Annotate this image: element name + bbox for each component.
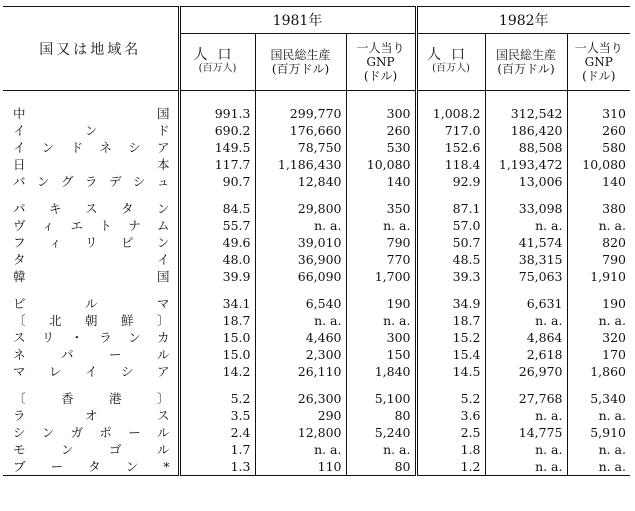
data-cell: 190 bbox=[346, 295, 416, 312]
data-cell: 6,540 bbox=[255, 295, 346, 312]
country-name bbox=[3, 295, 179, 312]
data-cell: 14.5 bbox=[416, 363, 485, 380]
data-cell: 820 bbox=[567, 234, 630, 251]
data-cell: 49.6 bbox=[179, 234, 255, 251]
data-cell: 87.1 bbox=[416, 200, 485, 217]
data-cell: 14,775 bbox=[485, 424, 567, 441]
country-name-text: パ キ ス タ ン bbox=[13, 200, 170, 216]
data-cell: 78,750 bbox=[255, 139, 346, 156]
country-name bbox=[3, 156, 179, 173]
table-row bbox=[3, 156, 630, 173]
data-cell: n. a. bbox=[346, 312, 416, 329]
data-cell: 33,098 bbox=[485, 200, 567, 217]
data-cell: 350 bbox=[346, 200, 416, 217]
data-cell: 1,860 bbox=[567, 363, 630, 380]
data-cell: n. a. bbox=[346, 441, 416, 458]
data-cell: 10,080 bbox=[567, 156, 630, 173]
data-cell: 790 bbox=[346, 234, 416, 251]
data-cell: 39.3 bbox=[416, 268, 485, 285]
data-cell: 5.2 bbox=[179, 390, 255, 407]
data-cell: 4,460 bbox=[255, 329, 346, 346]
table-row bbox=[3, 234, 630, 251]
group-spacer bbox=[3, 190, 630, 200]
table-row bbox=[3, 268, 630, 285]
data-cell: 380 bbox=[567, 200, 630, 217]
country-name-text: 日 本 bbox=[13, 156, 170, 172]
data-cell: 26,300 bbox=[255, 390, 346, 407]
data-cell: 300 bbox=[346, 329, 416, 346]
data-cell: 1.8 bbox=[416, 441, 485, 458]
data-cell: 48.0 bbox=[179, 251, 255, 268]
country-name-text: 韓 国 bbox=[13, 268, 170, 284]
data-cell: 6,631 bbox=[485, 295, 567, 312]
data-cell: 260 bbox=[346, 122, 416, 139]
table-row bbox=[3, 173, 630, 190]
data-cell: 1.2 bbox=[416, 458, 485, 476]
country-name bbox=[3, 346, 179, 363]
data-cell: 34.1 bbox=[179, 295, 255, 312]
group-spacer bbox=[3, 380, 630, 390]
table-row bbox=[3, 122, 630, 139]
table-row bbox=[3, 295, 630, 312]
data-cell: 152.6 bbox=[416, 139, 485, 156]
data-cell: 57.0 bbox=[416, 217, 485, 234]
data-cell: 1,008.2 bbox=[416, 105, 485, 122]
table-row bbox=[3, 200, 630, 217]
country-name-text: ビ ル マ bbox=[13, 295, 170, 311]
year-1982-header: 1982年 bbox=[416, 7, 630, 34]
country-name-text: 〔 北 朝 鮮 〕 bbox=[13, 312, 170, 328]
data-cell: 186,420 bbox=[485, 122, 567, 139]
data-cell: 3.6 bbox=[416, 407, 485, 424]
data-cell: n. a. bbox=[346, 217, 416, 234]
table-row bbox=[3, 441, 630, 458]
data-cell: 34.9 bbox=[416, 295, 485, 312]
data-cell: 149.5 bbox=[179, 139, 255, 156]
statistics-table bbox=[3, 6, 630, 476]
data-cell: 84.5 bbox=[179, 200, 255, 217]
data-cell: 300 bbox=[346, 105, 416, 122]
data-cell: 39.9 bbox=[179, 268, 255, 285]
data-cell: 39,010 bbox=[255, 234, 346, 251]
group-spacer bbox=[3, 91, 630, 106]
data-cell: 290 bbox=[255, 407, 346, 424]
data-cell: 991.3 bbox=[179, 105, 255, 122]
data-cell: 140 bbox=[567, 173, 630, 190]
data-cell: n. a. bbox=[485, 312, 567, 329]
country-name bbox=[3, 139, 179, 156]
table-row bbox=[3, 217, 630, 234]
country-name bbox=[3, 268, 179, 285]
country-name-text: 〔 香 港 〕 bbox=[13, 390, 170, 406]
data-cell: 80 bbox=[346, 458, 416, 476]
country-name-text: シ ン ガ ポ ー ル bbox=[13, 424, 170, 440]
data-cell: 1,193,472 bbox=[485, 156, 567, 173]
country-name bbox=[3, 217, 179, 234]
data-cell: 110 bbox=[255, 458, 346, 476]
table-row bbox=[3, 105, 630, 122]
data-cell: 90.7 bbox=[179, 173, 255, 190]
data-cell: 150 bbox=[346, 346, 416, 363]
country-name-text: イ ン ド ネ シ ア bbox=[13, 139, 170, 155]
data-cell: 310 bbox=[567, 105, 630, 122]
data-cell: 312,542 bbox=[485, 105, 567, 122]
data-cell: 13,006 bbox=[485, 173, 567, 190]
data-cell: 117.7 bbox=[179, 156, 255, 173]
country-name bbox=[3, 329, 179, 346]
table-row bbox=[3, 346, 630, 363]
data-cell: 5,340 bbox=[567, 390, 630, 407]
data-cell: 80 bbox=[346, 407, 416, 424]
data-cell: 88,508 bbox=[485, 139, 567, 156]
data-cell: 5,910 bbox=[567, 424, 630, 441]
data-cell: 48.5 bbox=[416, 251, 485, 268]
data-cell: 2.4 bbox=[179, 424, 255, 441]
table-row bbox=[3, 139, 630, 156]
data-cell: 1.7 bbox=[179, 441, 255, 458]
data-cell: 2,300 bbox=[255, 346, 346, 363]
country-name bbox=[3, 407, 179, 424]
data-cell: 260 bbox=[567, 122, 630, 139]
data-cell: 320 bbox=[567, 329, 630, 346]
data-cell: n. a. bbox=[485, 217, 567, 234]
data-cell: 15.0 bbox=[179, 329, 255, 346]
country-name bbox=[3, 105, 179, 122]
country-name bbox=[3, 458, 179, 476]
data-cell: 790 bbox=[567, 251, 630, 268]
data-cell: 580 bbox=[567, 139, 630, 156]
data-cell: 55.7 bbox=[179, 217, 255, 234]
country-name bbox=[3, 424, 179, 441]
data-cell: 36,900 bbox=[255, 251, 346, 268]
table-row bbox=[3, 363, 630, 380]
table-row bbox=[3, 424, 630, 441]
table-row bbox=[3, 251, 630, 268]
table-row bbox=[3, 329, 630, 346]
per-capita-header-1981: 一人当り GNP (ドル) bbox=[346, 34, 416, 91]
data-cell: n. a. bbox=[567, 441, 630, 458]
year-1981-header: 1981年 bbox=[179, 7, 416, 34]
data-cell: 3.5 bbox=[179, 407, 255, 424]
data-cell: 75,063 bbox=[485, 268, 567, 285]
country-name-text: マ レ イ シ ア bbox=[13, 363, 170, 379]
data-cell: n. a. bbox=[567, 312, 630, 329]
country-name bbox=[3, 173, 179, 190]
country-name-text: ネ パ ー ル bbox=[13, 346, 170, 362]
country-name-text: ラ オ ス bbox=[13, 407, 170, 423]
data-cell: 5.2 bbox=[416, 390, 485, 407]
data-cell: 92.9 bbox=[416, 173, 485, 190]
data-cell: 27,768 bbox=[485, 390, 567, 407]
data-cell: n. a. bbox=[485, 458, 567, 476]
data-cell: 12,800 bbox=[255, 424, 346, 441]
data-cell: 118.4 bbox=[416, 156, 485, 173]
data-cell: 14.2 bbox=[179, 363, 255, 380]
country-name-text: ス リ ・ ラ ン カ bbox=[13, 329, 170, 345]
data-cell: 176,660 bbox=[255, 122, 346, 139]
data-cell: 2,618 bbox=[485, 346, 567, 363]
data-cell: 299,770 bbox=[255, 105, 346, 122]
data-cell: 41,574 bbox=[485, 234, 567, 251]
data-cell: 5,240 bbox=[346, 424, 416, 441]
data-cell: 770 bbox=[346, 251, 416, 268]
data-cell: n. a. bbox=[255, 441, 346, 458]
data-cell: 1,700 bbox=[346, 268, 416, 285]
country-name-text: イ ン ド bbox=[13, 122, 170, 138]
table-row bbox=[3, 390, 630, 407]
population-header-1982: 人口 (百万人) bbox=[416, 34, 485, 91]
country-name bbox=[3, 312, 179, 329]
data-cell: 530 bbox=[346, 139, 416, 156]
data-cell: 190 bbox=[567, 295, 630, 312]
table-row bbox=[3, 407, 630, 424]
country-name-text: フ ィ リ ピ ン bbox=[13, 234, 170, 250]
data-cell: n. a. bbox=[567, 458, 630, 476]
country-name bbox=[3, 251, 179, 268]
country-name bbox=[3, 200, 179, 217]
data-cell: 18.7 bbox=[416, 312, 485, 329]
table-row bbox=[3, 312, 630, 329]
per-capita-header-1982: 一人当り GNP (ドル) bbox=[567, 34, 630, 91]
group-spacer bbox=[3, 285, 630, 295]
data-cell: 15.0 bbox=[179, 346, 255, 363]
data-cell: n. a. bbox=[567, 407, 630, 424]
data-cell: 15.2 bbox=[416, 329, 485, 346]
country-name-text: ブ ー タ ン * bbox=[13, 458, 170, 474]
data-cell: 26,970 bbox=[485, 363, 567, 380]
table-row bbox=[3, 458, 630, 476]
data-cell: 10,080 bbox=[346, 156, 416, 173]
data-cell: n. a. bbox=[255, 217, 346, 234]
data-cell: 1.3 bbox=[179, 458, 255, 476]
country-name-text: 中 国 bbox=[13, 105, 170, 121]
table-body bbox=[3, 91, 630, 476]
country-name bbox=[3, 122, 179, 139]
data-cell: n. a. bbox=[255, 312, 346, 329]
data-cell: 4,864 bbox=[485, 329, 567, 346]
data-cell: 140 bbox=[346, 173, 416, 190]
data-cell: 66,090 bbox=[255, 268, 346, 285]
data-cell: 2.5 bbox=[416, 424, 485, 441]
gnp-header-1982: 国民総生産 (百万ドル) bbox=[485, 34, 567, 91]
data-cell: 690.2 bbox=[179, 122, 255, 139]
data-cell: 170 bbox=[567, 346, 630, 363]
data-cell: 38,315 bbox=[485, 251, 567, 268]
data-cell: 50.7 bbox=[416, 234, 485, 251]
country-name bbox=[3, 441, 179, 458]
data-cell: n. a. bbox=[485, 441, 567, 458]
data-cell: 12,840 bbox=[255, 173, 346, 190]
data-cell: 1,840 bbox=[346, 363, 416, 380]
data-cell: 1,186,430 bbox=[255, 156, 346, 173]
data-cell: 29,800 bbox=[255, 200, 346, 217]
data-cell: 717.0 bbox=[416, 122, 485, 139]
country-name bbox=[3, 363, 179, 380]
data-cell: 18.7 bbox=[179, 312, 255, 329]
data-cell: n. a. bbox=[485, 407, 567, 424]
data-cell: 15.4 bbox=[416, 346, 485, 363]
country-name bbox=[3, 234, 179, 251]
data-cell: 5,100 bbox=[346, 390, 416, 407]
country-name-text: モ ン ゴ ル bbox=[13, 441, 170, 457]
data-cell: n. a. bbox=[567, 217, 630, 234]
country-column-header: 国又は地域名 bbox=[3, 7, 179, 91]
country-name-text: バ ン グ ラ デ シ ュ bbox=[13, 173, 170, 189]
gnp-header-1981: 国民総生産 (百万ドル) bbox=[255, 34, 346, 91]
country-name-text: ヴ ィ エ ト ナ ム bbox=[13, 217, 170, 233]
data-cell: 1,910 bbox=[567, 268, 630, 285]
data-cell: 26,110 bbox=[255, 363, 346, 380]
country-name bbox=[3, 390, 179, 407]
country-name-text: タ イ bbox=[13, 251, 170, 267]
population-header-1981: 人口 (百万人) bbox=[179, 34, 255, 91]
